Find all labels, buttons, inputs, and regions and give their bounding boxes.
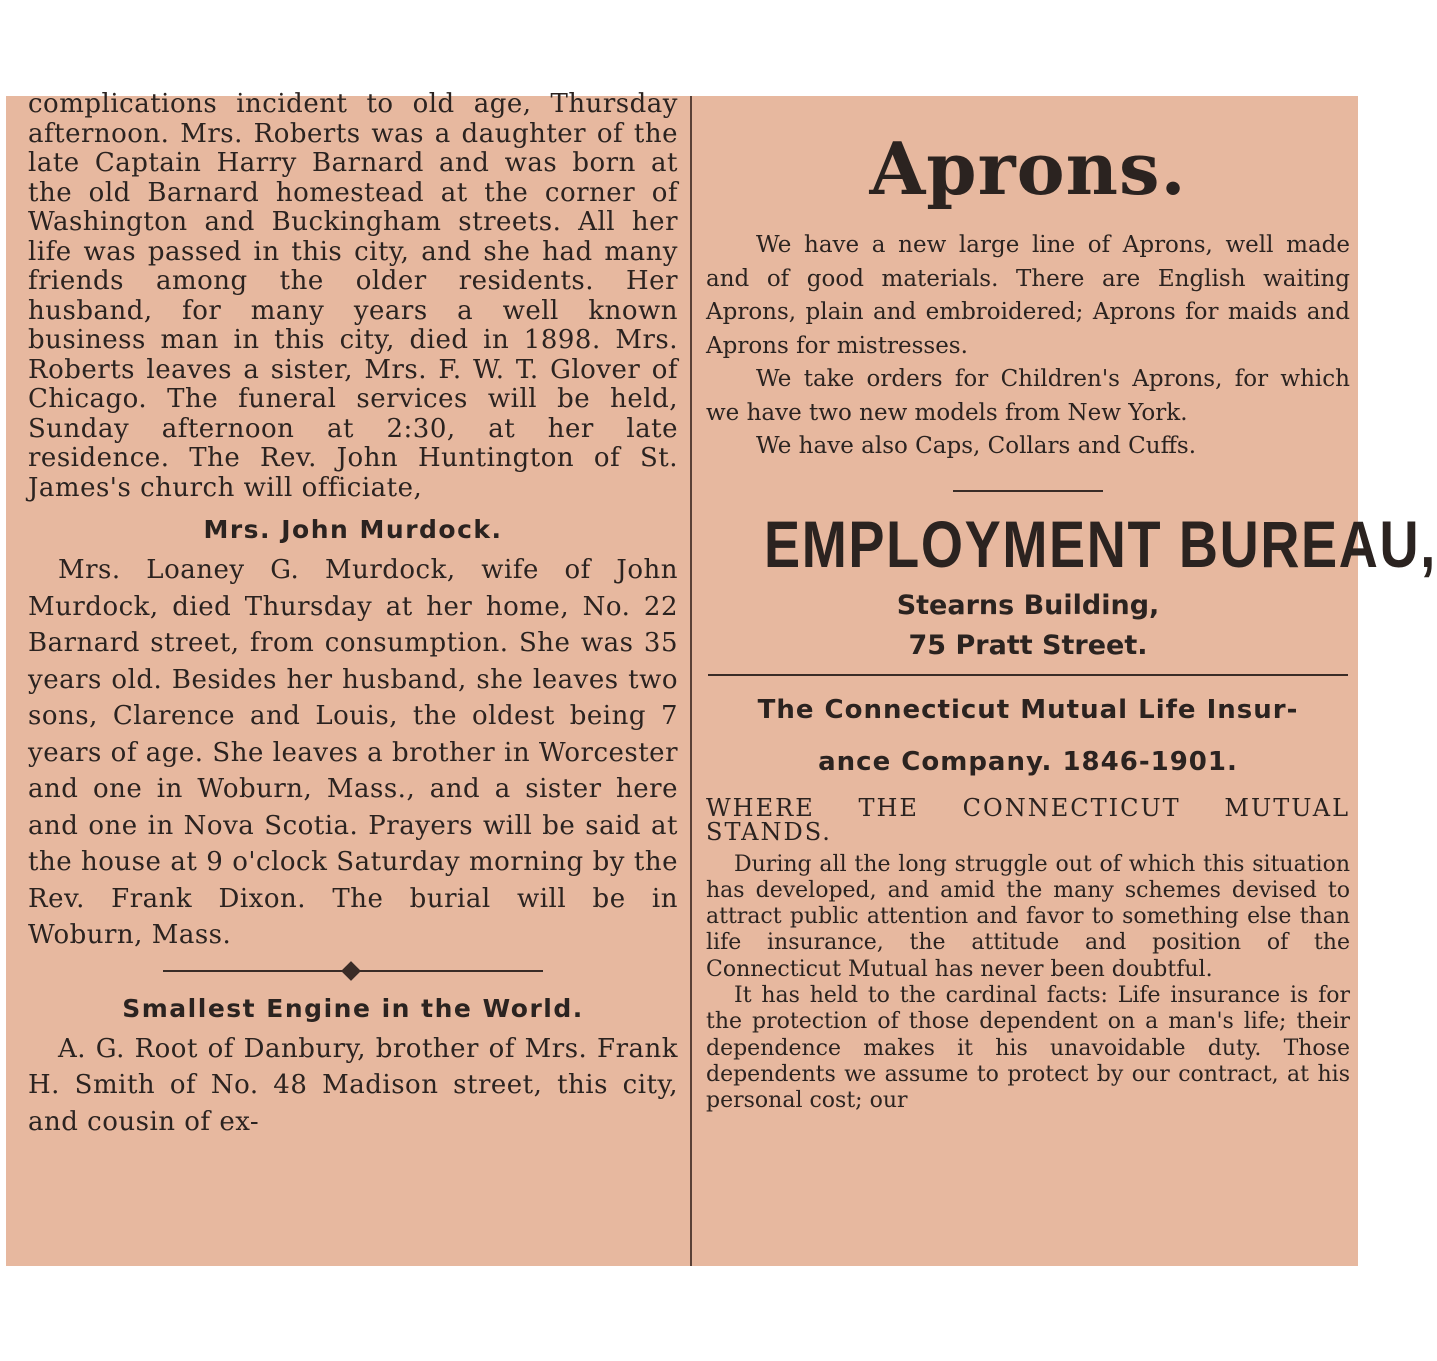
murdock-heading: Mrs. John Murdock. [203,515,503,544]
aprons-paragraph-3: We have also Caps, Collars and Cuffs. [756,433,1197,459]
engine-heading: Smallest Engine in the World. [122,993,584,1023]
aprons-paragraph-2: We take orders for Children's Aprons, for which we have two new models from New York. [706,366,1350,426]
obituary-roberts-text: complications incident to old age, Thursday afternoon. Mrs. Roberts was a daughter of the late Captain Harry Barnard and was born at the old Barnard homestead at the corner of Washington and Buckingham streets. All her life was passed in this city, and she had many friends among the older residents. Her husband, for many years a well known business man in this city, died in 1898. Mrs. Roberts leaves a sister, Mrs. F. W. T. Glover of Chicago. The funeral services will be held, Sunday afternoon at 2:30, at her late residence. The Rev. John Huntington of St. James's church will officiate, [28,89,678,503]
engine-text: A. G. Root of Danbury, brother of Mrs. Frank H. Smith of No. 48 Madison street, this city, and cousin of ex- [28,1033,678,1137]
aprons-paragraph-1: We have a new large line of Aprons, well made and of good materials. There are English waiting Aprons, plain and embroidered; Aprons for maids and Aprons for mistresses. [706,232,1350,359]
right-column [706,96,1437,1266]
ctmutual-subheading: WHERE THE CONNECTICUT MUTUAL STANDS. [706,793,1350,846]
employment-street: 75 Pratt Street. [908,629,1148,661]
employment-rule [708,674,1348,676]
murdock-text: Mrs. Loaney G. Murdock, wife of John Murdock, died Thursday at her home, No. 22 Barnard street, from consumption. She was 35 years old. Besides her husband, she leaves two sons, Clarence and Louis, the oldest being 7 years of age. She leaves a brother in Worcester and one in Woburn, Mass., and a sister here and one in Nova Scotia. Prayers will be said at the house at 9 o'clock Saturday morning by the Rev. Frank Dixon. The burial will be in Woburn, Mass. [28,555,678,950]
employment-building: Stearns Building, [896,589,1160,621]
ctmutual-heading-line-1: The Connecticut Mutual Life Insur- [757,694,1299,725]
left-column [28,89,678,1266]
column-divider [690,96,692,1266]
aprons-title: Aprons. [869,126,1187,211]
newspaper-clipping [6,89,1437,1266]
ctmutual-heading-line-2: ance Company. 1846-1901. [818,746,1238,777]
employment-bureau-title: EMPLOYMENT BUREAU, [763,506,1437,581]
aprons-rule [953,490,1103,492]
ctmutual-paragraph-1: During all the long struggle out of which this situation has developed, and amid the many schemes devised to attract public attention and favor to something else than life insurance, the attitude and position of the Connecticut Mutual has never been doubtful. [706,851,1350,982]
ctmutual-paragraph-2: It has held to the cardinal facts: Life insurance is for the protection of those dependent on a man's life; their dependence makes it his unavoidable duty. Those dependents we assume to protect by our contract, at his personal cost; our [706,982,1350,1114]
section-separator [28,954,678,988]
